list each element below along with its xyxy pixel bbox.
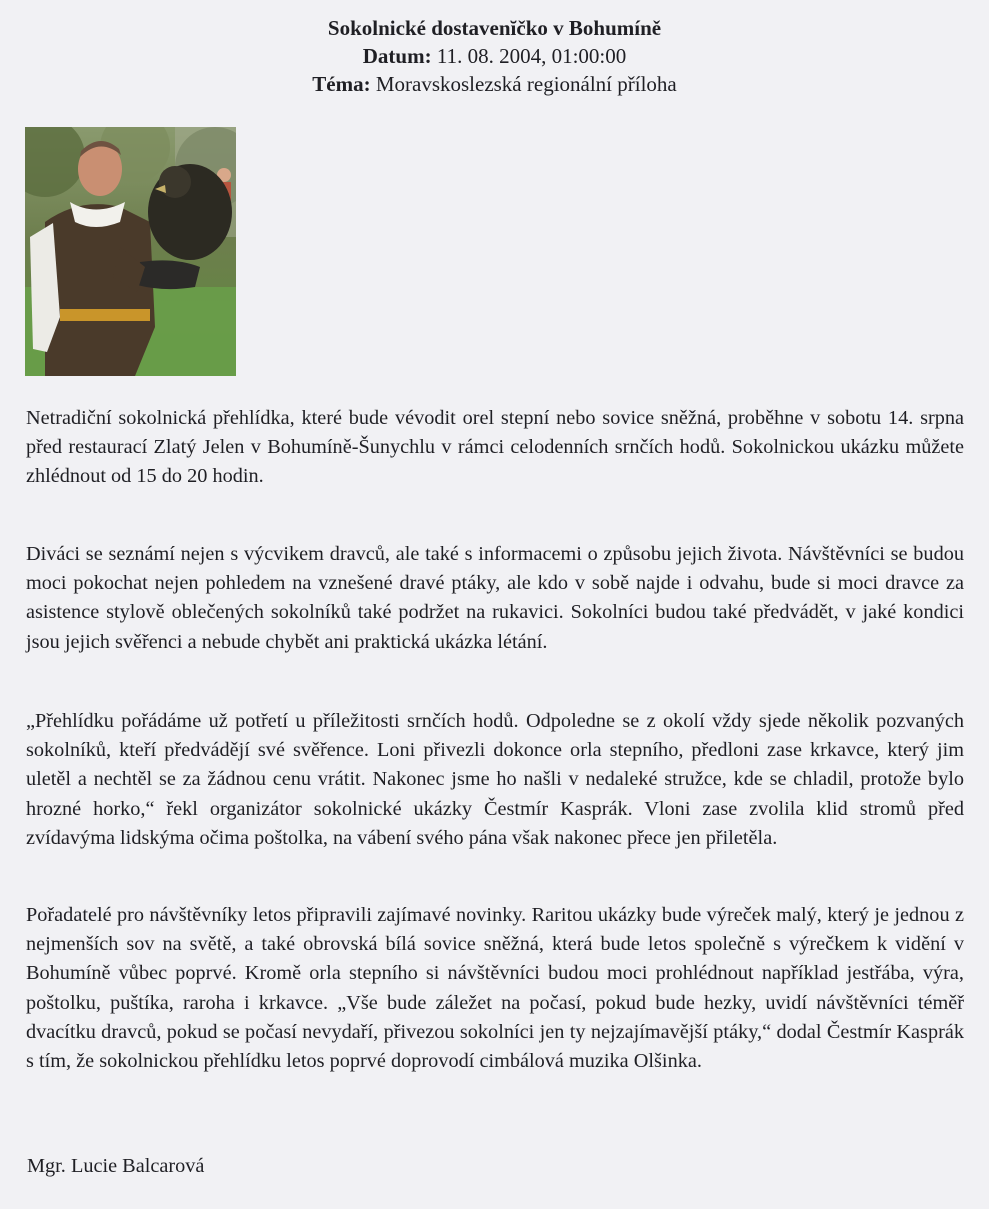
author-signature: Mgr. Lucie Balcarová bbox=[27, 1155, 205, 1177]
date-value: 11. 08. 2004, 01:00:00 bbox=[436, 44, 627, 68]
paragraph-2: Diváci se seznámí nejen s výcvikem dravců, ale také s informacemi o způsobu jejich života. Návštěvníci se budou moci pokochat nejen pohledem na vznešené dravé ptáky, ale kdo v sobě najde i odvahu, bude si moci dravce za asistence stylově oblečených sokolníků také podržet na rukavici. Sokolníci budou také předvádět, v jaké kondici jsou jejich svěřenci a nebude chybět ani praktická ukázka létání. bbox=[26, 543, 964, 653]
paragraph-1: Netradiční sokolnická přehlídka, které bude vévodit orel stepní nebo sovice sněžná, proběhne v sobotu 14. srpna před restaurací Zlatý Jelen v Bohumíně-Šunychlu v rámci celodenních srnčích hodů. Sokolnickou ukázku můžete zhlédnout od 15 do 20 hodin. bbox=[26, 407, 964, 488]
paragraph-3: „Přehlídku pořádáme už potřetí u příležitosti srnčích hodů. Odpoledne se z okolí vždy sjede několik pozvaných sokolníků, kteří předvádějí své svěřence. Loni přivezli dokonce orla stepního, předloni zase krkavce, který jim uletěl a nechtěl se za žádnou cenu vrátit. Nakonec jsme ho našli v nedaleké stružce, kde se chladil, protože bylo hrozné horko,“ řekl organizátor sokolnické ukázky Čestmír Kasprák. Vloni zase zvolila klid stromů před zvídavýma lidskýma očima poštolka, na vábení svého pána však nakonec přece jen přiletěla. bbox=[26, 710, 964, 849]
date-line bbox=[0, 42, 989, 70]
article-title: Sokolnické dostavenĭčko v Bohumíně bbox=[327, 16, 662, 40]
paragraph-4: Pořadatelé pro návštěvníky letos připravili zajímavé novinky. Raritou ukázky bude výreček malý, který je jednou z nejmenších sov na světě, a také obrovská bílá sovice sněžná, která bude letos společně s výrečkem k vidění v Bohumíně vůbec poprvé. Kromě orla stepního si návštěvníci budou moci prohlédnout například jestřába, výra, poštolku, puštíka, raroha i krkavce. „Vše bude záležet na počasí, pokud bude hezky, uvidí návštěvníci téměř dvacítku dravců, pokud se počasí nevydaří, přivezou sokolníci jen ty nejzajímavější ptáky,“ dodal Čestmír Kasprák s tím, že sokolnickou přehlídku letos poprvé doprovodí cimbálová muzika Olšinka. bbox=[26, 904, 964, 1073]
topic-label: Téma: bbox=[312, 72, 371, 96]
topic-line bbox=[0, 70, 989, 98]
article-header bbox=[0, 14, 989, 98]
topic-value: Moravskoslezská regionální příloha bbox=[375, 72, 677, 96]
falconer-photo-icon bbox=[25, 127, 236, 376]
falconer-photo bbox=[25, 127, 236, 376]
date-label: Datum: bbox=[362, 44, 432, 68]
